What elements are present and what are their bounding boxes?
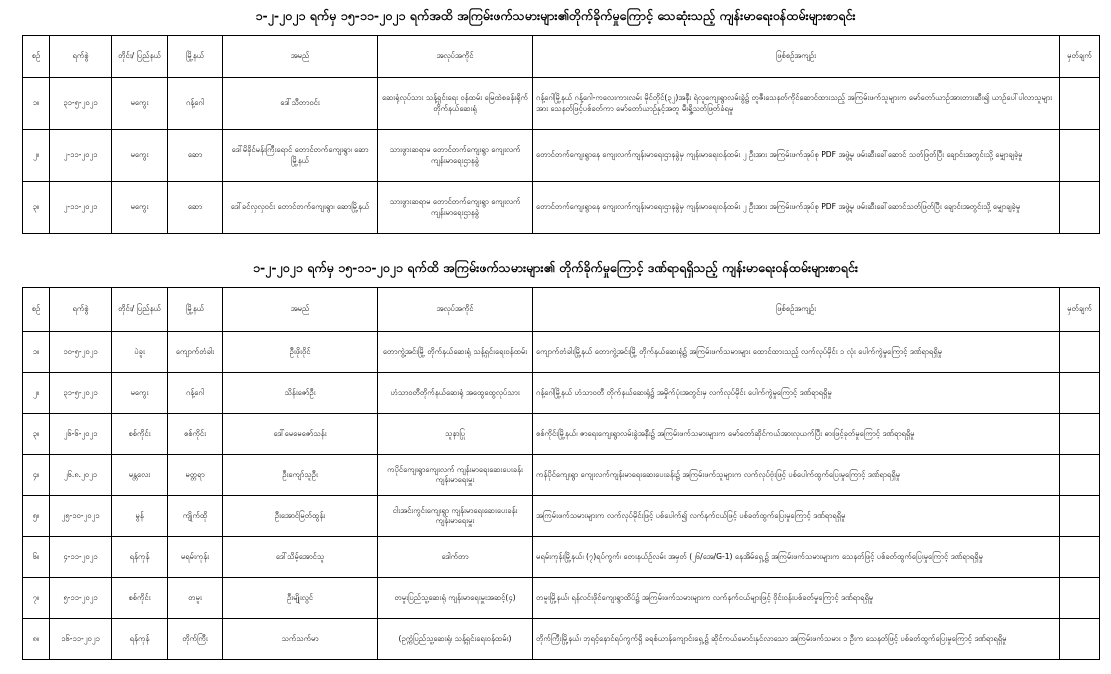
row-remark: [1060, 130, 1100, 182]
row-township: မရမ်းကုန်း: [168, 537, 223, 578]
row-date: ၂၅-၁၀-၂၀၂၁: [50, 496, 112, 537]
row-remark: [1060, 332, 1100, 373]
row-number: ၅။: [23, 496, 50, 537]
row-remark: [1060, 578, 1100, 619]
row-occupation: သားဖွားဆရာမ တောင်တက်ကျေးရွာ ကျေးလက် ကျန်းမာရေးဌာနခွဲ: [378, 130, 533, 182]
col-occupation-header: အလုပ်အကိုင်: [378, 36, 533, 78]
section2-title: ၁-၂-၂၀၂၁ ရက်မှ ၁၅-၁၁-၂၀၂၁ ရက်ထိ အကြမ်းဖက်သမားများ၏ တိုက်ခိုက်မှုကြောင့် ဒဏ်ရာရရှိသည့် ကျန်းမာရေးဝန်ထမ်းများစာရင်း: [252, 260, 859, 275]
row-township: စစ်ကိုင်း: [168, 414, 223, 455]
injuries-table: [22, 287, 1100, 660]
row-date: ၄-၁၁-၂၀၂၁: [50, 537, 112, 578]
table-row: [23, 578, 1100, 619]
row-name: ဒေါ်သီတာဝင်း: [223, 78, 378, 130]
row-remark: [1060, 182, 1100, 234]
row-remark: [1060, 414, 1100, 455]
row-township: ကျိုက်ထို: [168, 496, 223, 537]
row-name: သက်သက်မာ: [223, 619, 378, 660]
col-region-header: တိုင်း/ ပြည်နယ်: [112, 288, 168, 332]
col-date-header: ရက်စွဲ: [50, 36, 112, 78]
table-row: [23, 332, 1100, 373]
row-remark: [1060, 619, 1100, 660]
col-incident-header: ဖြစ်စဉ်အကျဉ်း: [533, 36, 1060, 78]
row-date: ၅-၁၁-၂၀၂၁: [50, 578, 112, 619]
row-number: ၃။: [23, 414, 50, 455]
row-name: ဦးကျော်သူဦး: [223, 455, 378, 496]
col-no-header: စဉ်: [23, 288, 50, 332]
col-township-header: မြို့နယ်: [168, 288, 223, 332]
col-remark-header: မှတ်ချက်: [1060, 36, 1100, 78]
section1-title: ၁-၂-၂၀၂၁ ရက်မှ ၁၅-၁၁-၂၀၂၁ ရက်အထိ အကြမ်းဖက်သမားများ၏တိုက်ခိုက်မှုကြောင့် သေဆုံးသည့် ကျန်းမာရေးဝန်ထမ်းများစာရင်း: [255, 8, 856, 23]
deaths-table: [22, 35, 1100, 234]
row-region: မွန်: [112, 496, 168, 537]
row-incident: တောင်တက်ကျေးရွာနေ ကျေးလက်ကျန်းမာရေးဌာနခွဲမှ ကျန်းမာရေးဝန်ထမ်း ၂ ဦးအား အကြမ်းဖက်အုပ်စု PDF အဖွဲ့မှ ဖမ်းဆီးခေါ်ဆောင်သတ်ဖြတ်ပြီး ချောင်းအတွင်းသို့ မျှောချခဲ့မှု: [533, 182, 1060, 234]
col-date-header: ရက်စွဲ: [50, 288, 112, 332]
row-occupation: တောကွဲ့အင်းမြို့ တိုက်နယ်ဆေးရုံ သန့်ရှင်းရေးဝန်ထမ်း: [378, 332, 533, 373]
row-remark: [1060, 496, 1100, 537]
row-township: ဆော: [168, 130, 223, 182]
row-date: ၂၆-၆-၂၀၂၁: [50, 414, 112, 455]
row-number: ၁။: [23, 332, 50, 373]
row-region: စစ်ကိုင်း: [112, 578, 168, 619]
table-row: [23, 537, 1100, 578]
row-region: မကွေး: [112, 373, 168, 414]
row-number: ၇။: [23, 578, 50, 619]
row-date: ၂-၁၁-၂၀၂၁: [50, 130, 112, 182]
row-township: တမူး: [168, 578, 223, 619]
row-region: မန္တလေး: [112, 455, 168, 496]
table-row: [23, 130, 1100, 182]
row-occupation: သားဖွားဆရာမ တောင်တက်ကျေးရွာ ကျေးလက် ကျန်းမာရေးဌာနခွဲ: [378, 182, 533, 234]
row-number: ၈။: [23, 619, 50, 660]
deaths-table-header: [23, 36, 1100, 78]
row-number: ၄။: [23, 455, 50, 496]
row-name: သိန်းဇော်ဦး: [223, 373, 378, 414]
table-row: [23, 182, 1100, 234]
row-incident: ဂန့်ဂေါမြို့နယ် ဂန့်ဂေါ-ကလေးကားလမ်း မိုင်တိုင်(၃၂)အနီး ရဲလူကျေးရွာလမ်းခွဲ၌ တူဇီးသေနတ်ကိုင်ဆောင်ထားသည့် အကြမ်းဖက်သူများက မော်တော်ယာဉ်အားတားဆီး၍ ယာဉ်ပေါ်ပါလာသူများအား သေနတ်ဖြင့်ပစ်ခတ်ကာ မော်တော်ယာဉ်နှင့်အတူ မီးရှို့သတ်ဖြတ်ခံရမှု: [533, 78, 1060, 130]
table-row: [23, 414, 1100, 455]
row-township: ဂန့်ဂေါ: [168, 373, 223, 414]
row-number: ၃။: [23, 182, 50, 234]
row-name: ဦးမျိုးလွင်: [223, 578, 378, 619]
row-occupation: သူနာပြု: [378, 414, 533, 455]
row-remark: [1060, 373, 1100, 414]
injuries-table-header: [23, 288, 1100, 332]
row-township: ဆော: [168, 182, 223, 234]
row-name: ဦးအောင်မြတ်ထွန်း: [223, 496, 378, 537]
row-name: ဒေါ်ခင်လှလှဝင်း တောင်တက်ကျေးရွာ၊ ဆောမြို့နယ်: [223, 182, 378, 234]
table-row: [23, 455, 1100, 496]
col-name-header: အမည်: [223, 288, 378, 332]
row-incident: ဂန့်ဂေါမြို့နယ် ဟံသာဝတီ တိုက်နယ်ဆေးရုံ၌ အမှိုက်ပုံးအတွင်းမှ လက်လုပ်မိုင်း ပေါက်ကွဲမှုကြောင့် ဒဏ်ရာရရှိမှု: [533, 373, 1060, 414]
row-incident: အကြမ်းဖက်သမားများက လက်လုပ်မိုင်းဖြင့် ပစ်ပေါက်၍ လက်နက်ငယ်ဖြင့် ပစ်ခတ်ထွက်ပြေးမှုကြောင့် ဒဏ်ရာရရှိမှု: [533, 496, 1060, 537]
row-incident: ကန်ပိုင်ကျေးရွာ ကျေးလက်ကျန်းမာရေးဆေးပေးခန်း၌ အကြမ်းဖက်သူများက လက်လုပ်ဗုံးဖြင့် ပစ်ပေါက်ထွက်ပြေးမှုကြောင့် ဒဏ်ရာရရှိမှု: [533, 455, 1060, 496]
row-remark: [1060, 455, 1100, 496]
row-name: ဒေါ်မိခိုင်မန်းကြီးရောင် တောင်တက်ကျေးရွာ၊ ဆောမြို့နယ်: [223, 130, 378, 182]
row-region: ရန်ကုန်: [112, 537, 168, 578]
row-date: ၂၆.၈.၂၀၂၁: [50, 455, 112, 496]
row-occupation: ကပိုင်ကျေးရွာကျေးလက် ကျန်းမာရေးဆေးပေးခန်း ကျန်းမာရေးမှူး: [378, 455, 533, 496]
col-region-header: တိုင်း/ ပြည်နယ်: [112, 36, 168, 78]
header-row: [23, 288, 1100, 332]
row-township: ကျောက်တံခါး: [168, 332, 223, 373]
deaths-table-body: [23, 78, 1100, 234]
row-incident: တောင်တက်ကျေးရွာနေ ကျေးလက်ကျန်းမာရေးဌာနခွဲမှ ကျန်းမာရေးဝန်ထမ်း ၂ ဦးအား အကြမ်းဖက်အုပ်စု PDF အဖွဲ့မှ ဖမ်းဆီးခေါ်ဆောင် သတ်ဖြတ်ပြီး ချောင်းအတွင်းသို့ မျှောချခဲ့မှု: [533, 130, 1060, 182]
row-occupation: တမူးပြည်သူ့ဆေးရုံ ကျန်းမာရေးမှူးအဆင့်(၄): [378, 578, 533, 619]
row-number: ၆။: [23, 537, 50, 578]
row-date: ၃၁-၅-၂၀၂၁: [50, 373, 112, 414]
row-number: ၂။: [23, 373, 50, 414]
row-name: ဦးဖိုးဝိုင်: [223, 332, 378, 373]
row-region: စစ်ကိုင်း: [112, 414, 168, 455]
col-occupation-header: အလုပ်အကိုင်: [378, 288, 533, 332]
col-no-header: စဉ်: [23, 36, 50, 78]
row-number: ၂။: [23, 130, 50, 182]
row-occupation: ဒေါက်တာ: [378, 537, 533, 578]
header-row: [23, 36, 1100, 78]
col-incident-header: ဖြစ်စဉ်အကျဉ်း: [533, 288, 1060, 332]
col-remark-header: မှတ်ချက်: [1060, 288, 1100, 332]
row-incident: တမူးမြို့နယ်၊ ရန်လင်းဖိုင်ကျေးရွာထိပ်၌ အကြမ်းဖက်သမားများက လက်နက်ငယ်များဖြင့် ဝိုင်းဝန်းပစ်ခတ်မှုကြောင့် ဒဏ်ရာရရှိမှု: [533, 578, 1060, 619]
row-name: ဒေါ်သိမ့်အောင်သူ: [223, 537, 378, 578]
col-name-header: အမည်: [223, 36, 378, 78]
row-occupation: ဟံသာဝတီတိုက်နယ်ဆေးရုံ အထွေထွေလုပ်သား: [378, 373, 533, 414]
row-township: ဂန့်ဂေါ: [168, 78, 223, 130]
row-name: ဒေါ်မေမေဇော်သန်း: [223, 414, 378, 455]
table-row: [23, 373, 1100, 414]
row-incident: စစ်ကိုင်းမြို့နယ်၊ ဇာရေးကျေးရွာလမ်းခွဲအနီး၌ အကြမ်းဖက်သမားများက မော်တော်ဆိုင်ကယ်အားလုယက်ပြီး ဓားဖြင့်ခုတ်မှုကြောင့် ဒဏ်ရာရရှိမှု: [533, 414, 1060, 455]
table-row: [23, 78, 1100, 130]
row-occupation: ဆေးရုံလုပ်သား သန့်ရှင်းရေး ဝန်ထမ်း မြေထဲစခန်းရိုက်တိုက်နယ်ဆေးရုံ: [378, 78, 533, 130]
row-township: တိုက်ကြီး: [168, 619, 223, 660]
col-township-header: မြို့နယ်: [168, 36, 223, 78]
row-date: ၁၀-၅-၂၀၂၁: [50, 332, 112, 373]
row-township: မတ္တရာ: [168, 455, 223, 496]
row-region: မကွေး: [112, 78, 168, 130]
row-date: ၃၁-၅-၂၀၂၁: [50, 78, 112, 130]
row-incident: ကျောက်တံခါးမြို့နယ် တောကွဲ့အင်းမြို့ တိုက်နယ်ဆေးရုံ၌ အကြမ်းဖက်သမားများ ထောင်ထားသည့် လက်လုပ်မိုင်း ၁ လုံး ပေါက်ကွဲမှုကြောင့် ဒဏ်ရာရရှိမှု: [533, 332, 1060, 373]
row-date: ၁၆-၁၁-၂၀၂၁: [50, 619, 112, 660]
row-region: ရန်ကုန်: [112, 619, 168, 660]
row-occupation: ငါးအင်းကွင်းကျေးရွာ ကျန်းမာရေးဆေးပေးခန်း ကျန်းမာရေးမှူး: [378, 496, 533, 537]
row-occupation: (ဥက္ကံပြည်သူ့ဆေးရုံ၊ သန့်ရှင်းရေးဝန်ထမ်း): [378, 619, 533, 660]
table-row: [23, 619, 1100, 660]
row-incident: မရမ်းကုန်းမြို့နယ်၊ (၇)ရပ်ကွက်၊ တေးနယ်ဉ်လမ်း အမှတ် (၂၆/အေ/G-1) နေအိမ်ရှေ့၌ အကြမ်းဖက်သမားများက သေနတ်ဖြင့် ပစ်ခတ်ထွက်ပြေးမှုကြောင့် ဒဏ်ရာရရှိမှု: [533, 537, 1060, 578]
row-remark: [1060, 537, 1100, 578]
row-remark: [1060, 78, 1100, 130]
row-region: မကွေး: [112, 130, 168, 182]
row-region: ပဲခူး: [112, 332, 168, 373]
row-number: ၁။: [23, 78, 50, 130]
injuries-table-body: [23, 332, 1100, 660]
row-region: မကွေး: [112, 182, 168, 234]
table-row: [23, 496, 1100, 537]
row-incident: တိုက်ကြီးမြို့နယ်၊ ဘုရင့်နောင်ရပ်ကွက်ရှိ ခရစ်ယာန်ကျောင်းရှေ့၌ ဆိုင်ကယ်မောင်းနှင်လာသော အကြမ်းဖက်သမား ၁ ဦးက သေနတ်ဖြင့် ပစ်ခတ်ထွက်ပြေးမှုကြောင့် ဒဏ်ရာရရှိမှု: [533, 619, 1060, 660]
row-date: ၂-၁၁-၂၀၂၁: [50, 182, 112, 234]
